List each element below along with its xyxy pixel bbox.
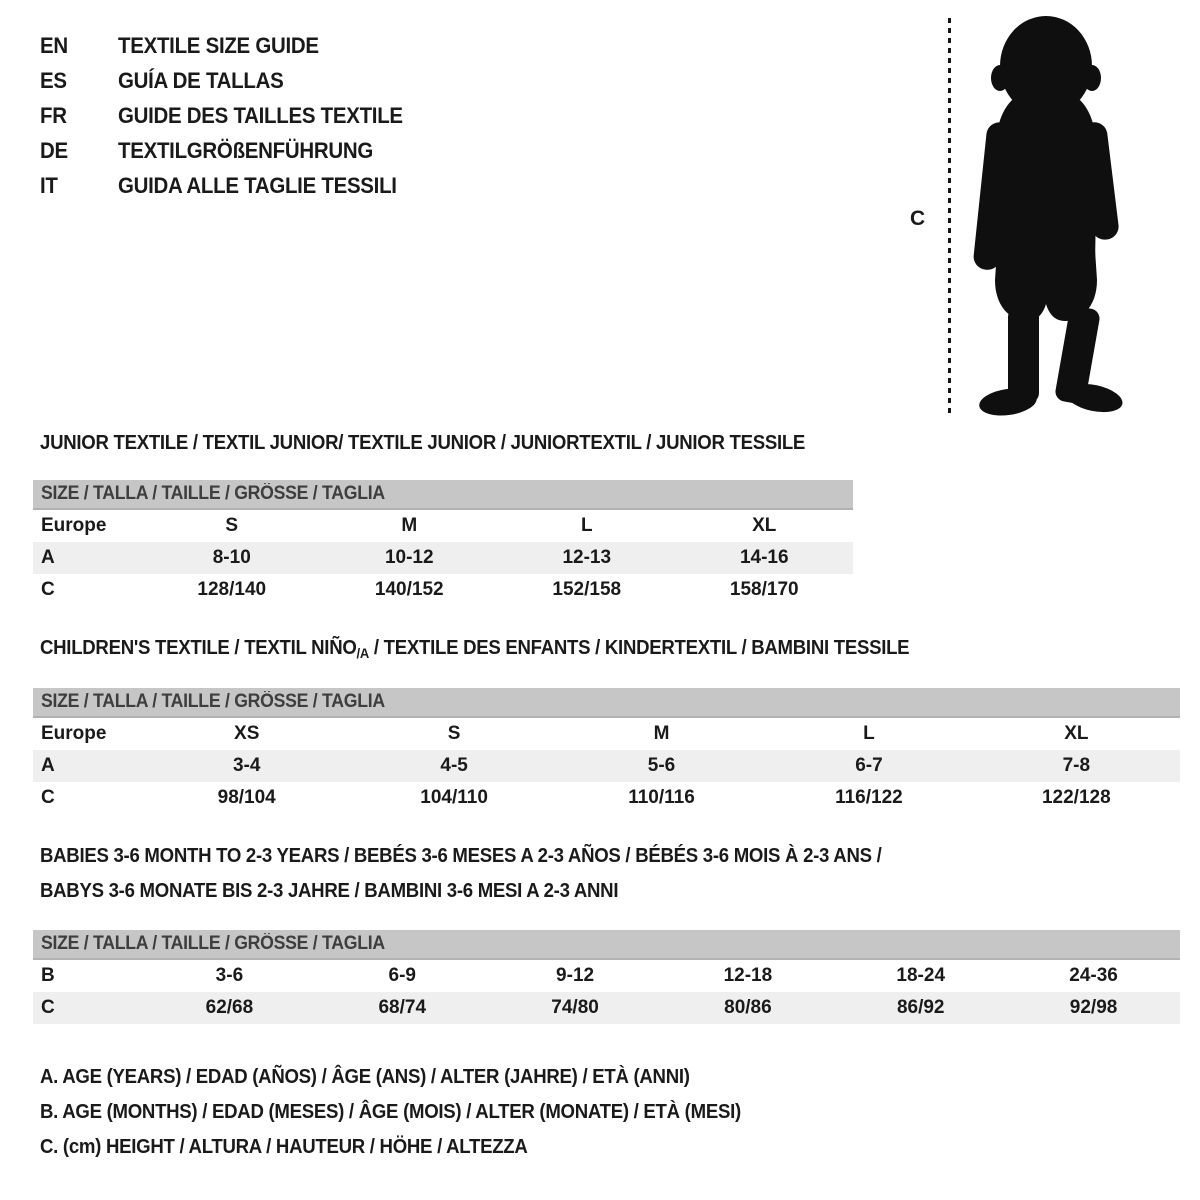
language-code: EN	[40, 32, 68, 58]
height-cell: 92/98	[1069, 997, 1118, 1018]
height-cell: 116/122	[835, 787, 903, 808]
legend-height-cm-text: C. (cm) HEIGHT / ALTURA / HAUTEUR / HÖHE / ALTEZZA	[40, 1136, 528, 1158]
children-title-sub: /A	[356, 645, 370, 661]
table-row-age	[33, 750, 1180, 782]
size-cell: XL	[752, 515, 777, 536]
language-code: FR	[40, 102, 67, 128]
children-title-pre: CHILDREN'S TEXTILE / TEXTIL NIÑO	[40, 637, 357, 659]
height-cell: 152/158	[552, 579, 622, 600]
row-label: C	[41, 997, 55, 1018]
size-table-header	[33, 480, 853, 510]
size-cell: M	[401, 515, 418, 536]
age-cell: 7-8	[1062, 755, 1091, 776]
height-cell: 98/104	[217, 787, 276, 808]
language-row	[40, 168, 424, 203]
babies-section-title-line1-text: BABIES 3-6 MONTH TO 2-3 YEARS / BEBÉS 3-6 MESES A 2-3 AÑOS / BÉBÉS 3-6 MOIS À 2-3 ANS /	[40, 845, 882, 867]
guide-title: GUIDE DES TAILLES TEXTILE	[118, 102, 403, 128]
table-row-europe	[33, 718, 1180, 750]
children-section-title	[40, 637, 975, 661]
guide-title: GUÍA DE TALLAS	[118, 67, 284, 93]
table-row-height	[33, 782, 1180, 814]
legend-age-months-text: B. AGE (MONTHS) / EDAD (MESES) / ÂGE (MOIS) / ALTER (MONATE) / ETÀ (MESI)	[40, 1101, 741, 1123]
language-row	[40, 28, 424, 63]
age-cell: 18-24	[896, 965, 946, 986]
size-cell: L	[863, 723, 875, 744]
height-measure-line	[948, 18, 951, 414]
age-cell: 9-12	[556, 965, 595, 986]
age-cell: 4-5	[440, 755, 468, 776]
height-cell: 140/152	[374, 579, 444, 600]
row-label: A	[41, 547, 55, 568]
height-cell: 74/80	[551, 997, 599, 1018]
babies-size-table	[33, 930, 1180, 1024]
row-label: Europe	[41, 723, 107, 744]
size-table-header-text: SIZE / TALLA / TAILLE / GRÖSSE / TAGLIA	[41, 691, 385, 712]
junior-size-table	[33, 480, 853, 606]
legend-age-years	[40, 1066, 739, 1089]
size-table-header	[33, 688, 1180, 718]
junior-section-title	[40, 432, 863, 455]
table-row-height	[33, 574, 853, 606]
children-section-title-text	[40, 637, 909, 661]
size-cell: XS	[234, 723, 260, 744]
height-cell: 110/116	[628, 787, 695, 808]
children-title-post: / TEXTILE DES ENFANTS / KINDERTEXTIL / BAMBINI TESSILE	[369, 637, 910, 659]
language-header	[40, 28, 424, 203]
legend-age-months	[40, 1101, 794, 1124]
age-cell: 12-13	[562, 547, 612, 568]
row-label: Europe	[41, 515, 107, 536]
age-cell: 14-16	[739, 547, 789, 568]
guide-title: TEXTILGRÖßENFÜHRUNG	[118, 137, 373, 163]
row-label: C	[41, 579, 55, 600]
table-row-height	[33, 992, 1180, 1024]
height-cell: 122/128	[1041, 787, 1111, 808]
height-measure-label: C	[910, 207, 926, 230]
height-cell: 128/140	[197, 579, 267, 600]
age-cell: 6-7	[855, 755, 883, 776]
age-cell: 3-4	[232, 755, 261, 776]
children-size-table	[33, 688, 1180, 814]
size-cell: S	[447, 723, 461, 744]
language-row	[40, 98, 424, 133]
height-cell: 62/68	[205, 997, 254, 1018]
age-cell: 12-18	[723, 965, 773, 986]
age-cell: 8-10	[212, 547, 251, 568]
babies-section-title-line2	[40, 880, 662, 903]
table-row-europe	[33, 510, 853, 542]
language-code: IT	[40, 172, 58, 198]
toddler-silhouette-image	[965, 12, 1137, 422]
size-table-header-text: SIZE / TALLA / TAILLE / GRÖSSE / TAGLIA	[41, 933, 385, 954]
table-row-months	[33, 960, 1180, 992]
height-cell: 68/74	[378, 997, 427, 1018]
babies-section-title-line2-text: BABYS 3-6 MONATE BIS 2-3 JAHRE / BAMBINI 3-6 MESI A 2-3 ANNI	[40, 880, 619, 902]
age-cell: 24-36	[1069, 965, 1118, 986]
height-cell: 86/92	[896, 997, 945, 1018]
language-code: DE	[40, 137, 68, 163]
row-label: C	[41, 787, 55, 808]
language-code: ES	[40, 67, 67, 93]
legend-age-years-text: A. AGE (YEARS) / EDAD (AÑOS) / ÂGE (ANS) / ALTER (JAHRE) / ETÀ (ANNI)	[40, 1066, 690, 1088]
size-table-header-text: SIZE / TALLA / TAILLE / GRÖSSE / TAGLIA	[41, 483, 385, 504]
row-label: A	[41, 755, 55, 776]
age-cell: 6-9	[388, 965, 416, 986]
babies-section-title-line1	[40, 845, 945, 868]
size-cell: M	[653, 723, 670, 744]
age-cell: 10-12	[384, 547, 434, 568]
age-cell: 5-6	[647, 755, 676, 776]
age-cell: 3-6	[215, 965, 244, 986]
height-cell: 104/110	[420, 787, 488, 808]
guide-title: GUIDA ALLE TAGLIE TESSILI	[118, 172, 397, 198]
legend-height-cm	[40, 1136, 564, 1159]
language-row	[40, 133, 424, 168]
size-cell: XL	[1064, 723, 1089, 744]
guide-title: TEXTILE SIZE GUIDE	[118, 32, 319, 58]
size-table-header	[33, 930, 1180, 960]
height-cell: 158/170	[729, 579, 799, 600]
junior-section-title-text: JUNIOR TEXTILE / TEXTIL JUNIOR/ TEXTILE JUNIOR / JUNIORTEXTIL / JUNIOR TESSILE	[40, 432, 806, 454]
size-cell: L	[580, 515, 593, 536]
height-cell: 80/86	[724, 997, 772, 1018]
language-row	[40, 63, 424, 98]
table-row-age	[33, 542, 853, 574]
size-cell: S	[225, 515, 239, 536]
row-label: B	[41, 965, 55, 986]
